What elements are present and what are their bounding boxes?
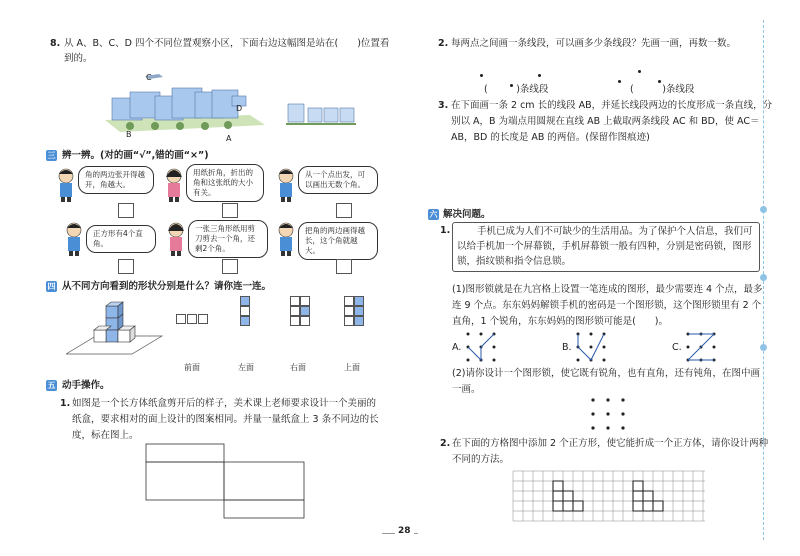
view-label-front: 前面 bbox=[184, 363, 200, 372]
nine-dot-grid[interactable] bbox=[588, 396, 628, 432]
q2-answer-2[interactable]: ( )条线段 bbox=[630, 84, 695, 95]
p1-line1: (1)图形锁就是在九宫格上设置一笔连成的图形，最少需要连 4 个点，最多 bbox=[452, 284, 763, 295]
answer-box-2[interactable] bbox=[222, 203, 238, 218]
label-b: B bbox=[126, 130, 132, 139]
statement-bubble-6: 把角的两边画得越长，这个角就越大。 bbox=[298, 222, 378, 260]
hands-q1-number: 1. bbox=[60, 398, 71, 409]
view-label-top: 上面 bbox=[344, 363, 360, 372]
q3-line1: 在下面画一条 2 cm 长的线段 AB，并延长线段两边的长度形成一条直线，分 bbox=[451, 100, 773, 111]
option-c-label[interactable]: C. bbox=[672, 342, 682, 353]
statement-bubble-5: 一张三角形纸用剪刀剪去一个角，还剩2个角。 bbox=[188, 220, 268, 258]
solve-q2-number: 2. bbox=[440, 438, 451, 449]
section-title-solve: 解决问题。 bbox=[443, 209, 491, 220]
q2-number: 2. bbox=[438, 38, 449, 49]
label-a: A bbox=[226, 134, 232, 143]
point bbox=[480, 74, 483, 77]
lock-pattern-b[interactable] bbox=[574, 330, 608, 364]
statement-bubble-2: 用纸折角，折出的角和这张纸的大小有关。 bbox=[186, 164, 264, 202]
p2-line1: (2)请你设计一个图形锁，使它既有锐角，也有直角，还有钝角，在图中画 bbox=[452, 368, 760, 379]
solve-q1-number: 1. bbox=[440, 225, 451, 236]
q8-number: 8. bbox=[50, 38, 61, 49]
view-label-right: 右面 bbox=[290, 363, 306, 372]
phone-lock-info-box bbox=[452, 222, 760, 272]
answer-box-3[interactable] bbox=[336, 203, 352, 218]
view-picture bbox=[286, 100, 356, 130]
q3-number: 3. bbox=[438, 100, 449, 111]
q2-line2: 不同的方法。 bbox=[452, 454, 510, 465]
q3-line3: AB，BD 的长度是 AB 的两倍。(保留作图痕迹) bbox=[451, 132, 650, 143]
square-grid[interactable] bbox=[512, 470, 706, 522]
p1-line2: 连 9 个点。东东妈妈解锁手机的密码是一个图形锁，这个图形锁里有 2 个 bbox=[452, 300, 762, 311]
view-label-left: 左面 bbox=[238, 363, 254, 372]
answer-box-4[interactable] bbox=[118, 259, 134, 274]
info-line1: 手机已成为人们不可缺少的生活用品。为了保护个人信息，我们可 bbox=[477, 226, 753, 237]
point bbox=[638, 70, 641, 73]
section-title-views: 从不同方向看到的形状分别是什么？请你连一连。 bbox=[62, 281, 272, 292]
hands-q1-line3: 度，标在图上。 bbox=[72, 430, 139, 441]
q2-answer-1[interactable]: ( )条线段 bbox=[484, 84, 549, 95]
q8-text-line1: 从 A、B、C、D 四个不同位置观察小区，下面右边这幅图是站在( )位置看 bbox=[64, 38, 390, 49]
section-badge-5: 五 bbox=[47, 381, 56, 390]
margin-circle bbox=[760, 206, 767, 213]
cube-stack-illustration bbox=[66, 296, 166, 360]
box-net-diagram bbox=[144, 442, 308, 520]
kid-avatar bbox=[276, 168, 296, 202]
statement-bubble-1: 角的两边张开得越开，角越大。 bbox=[78, 166, 154, 194]
q2-line1: 在下面的方格图中添加 2 个正方形，使它能折成一个正方体，请你设计两种 bbox=[452, 438, 769, 449]
section-title-judge: 辨一辨。(对的画“√”,错的画“×”) bbox=[62, 150, 209, 161]
statement-bubble-3: 从一个点出发，可以画出无数个角。 bbox=[298, 166, 378, 194]
kid-avatar bbox=[164, 168, 184, 202]
q2-text: 每两点之间画一条线段，可以画多少条线段？先画一画，再数一数。 bbox=[451, 38, 737, 49]
answer-box-5[interactable] bbox=[222, 259, 238, 274]
option-b-label[interactable]: B. bbox=[562, 342, 572, 353]
point bbox=[618, 80, 621, 83]
section-title-hands: 动手操作。 bbox=[62, 380, 110, 391]
margin-circle bbox=[760, 274, 767, 281]
margin-circle bbox=[760, 344, 767, 351]
label-d: D bbox=[236, 104, 243, 113]
kid-avatar bbox=[166, 222, 186, 256]
hands-q1-line1: 如图是一个长方体纸盒剪开后的样子，美术课上老师要求设计一个美丽的 bbox=[72, 398, 377, 409]
kid-avatar bbox=[276, 222, 296, 256]
hands-q1-line2: 纸盒，要求相对的面上设计的图案相同。并量一量纸盒上 3 条不同边的长 bbox=[72, 414, 379, 425]
label-c: C bbox=[146, 73, 152, 82]
q8-text-line2: 到的。 bbox=[64, 53, 93, 64]
option-a-label[interactable]: A. bbox=[452, 342, 462, 353]
lock-pattern-a[interactable] bbox=[464, 330, 498, 364]
lock-pattern-c[interactable] bbox=[684, 330, 718, 364]
statement-bubble-4: 正方形有4个直角。 bbox=[86, 225, 156, 253]
p2-line2: 一画。 bbox=[452, 384, 481, 395]
section-badge-6: 六 bbox=[429, 210, 438, 219]
info-line2: 以给手机加一个屏幕锁，手机屏幕锁一般有四种，分别是密码锁，图形 bbox=[457, 241, 752, 252]
q3-line2: 别以 A，B 为端点用圆规在直线 AB 上截取两条线段 AC 和 BD，使 AC＝ bbox=[451, 116, 760, 127]
answer-box-1[interactable] bbox=[118, 203, 134, 218]
point bbox=[538, 74, 541, 77]
p1-line3: 直角，1 个锐角，东东妈妈的图形锁可能是( )。 bbox=[452, 316, 668, 327]
kid-avatar bbox=[64, 222, 84, 256]
section-badge-4: 四 bbox=[47, 282, 56, 291]
page-number: 28 bbox=[395, 526, 414, 536]
kid-avatar bbox=[56, 168, 76, 202]
answer-box-6[interactable] bbox=[336, 259, 352, 274]
info-line3: 锁，指纹锁和指令信息锁。 bbox=[457, 256, 572, 267]
section-badge-3: 三 bbox=[47, 151, 56, 160]
